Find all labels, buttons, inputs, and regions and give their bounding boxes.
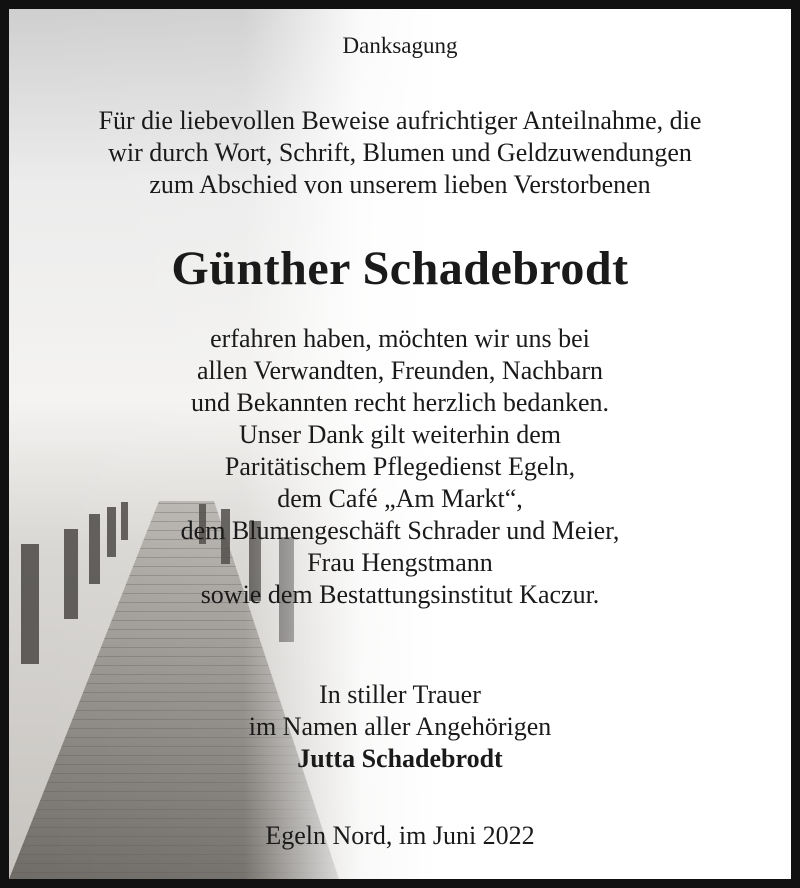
closing-line: In stiller Trauer [319, 680, 481, 709]
thanks-line: Frau Hengstmann [307, 548, 493, 577]
place-date: Egeln Nord, im Juni 2022 [265, 821, 535, 850]
closing-block [9, 679, 791, 775]
thanks-line: sowie dem Bestattungsinstitut Kaczur. [200, 580, 600, 609]
thanks-paragraph [9, 323, 791, 611]
deceased-name: Günther Schadebrodt [171, 242, 629, 295]
thanks-line: dem Blumengeschäft Schrader und Meier, [180, 516, 620, 545]
thanks-line: Paritätischem Pflegedienst Egeln, [224, 452, 576, 481]
intro-paragraph [9, 105, 791, 201]
notice-heading: Danksagung [342, 33, 458, 58]
intro-line: Für die liebevollen Beweise aufrichtiger Anteilnahme, die [98, 106, 702, 135]
intro-line: wir durch Wort, Schrift, Blumen und Geldzuwendungen [108, 138, 692, 167]
closing-line: im Namen aller Angehörigen [248, 712, 552, 741]
thanks-line: und Bekannten recht herzlich bedanken. [191, 388, 609, 417]
notice-content [9, 9, 791, 879]
thanks-line: Unser Dank gilt weiterhin dem [238, 420, 562, 449]
signer-name: Jutta Schadebrodt [297, 744, 503, 773]
thanks-line: erfahren haben, möchten wir uns bei [210, 324, 590, 353]
thanks-line: dem Café „Am Markt“, [277, 484, 523, 513]
thanks-line: allen Verwandten, Freunden, Nachbarn [197, 356, 603, 385]
intro-line: zum Abschied von unserem lieben Verstorbenen [149, 170, 651, 199]
